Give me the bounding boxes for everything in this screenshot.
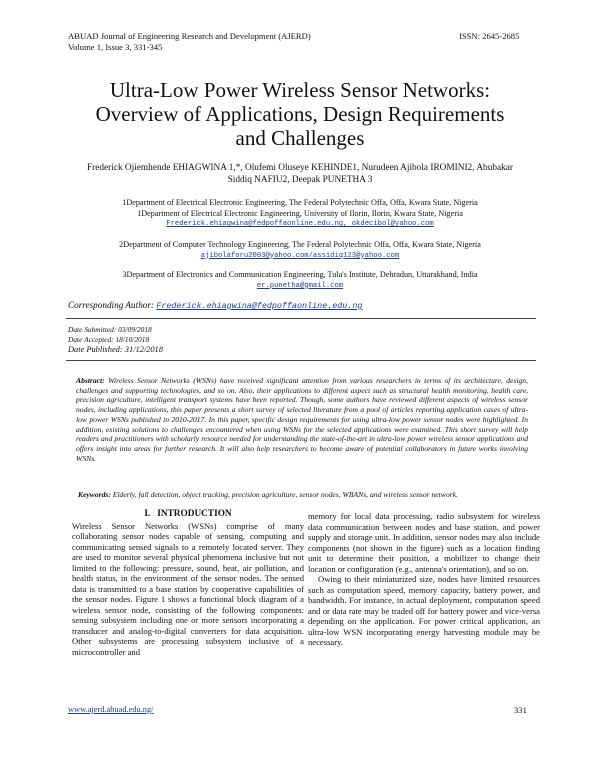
journal-website-link[interactable]: www.ajerd.abuad.edu.ng/ <box>68 705 154 714</box>
corresponding-author-label: Corresponding Author: <box>68 300 155 310</box>
affiliation-2-email[interactable]: ajibolaforu2003@yahoo.com/assidiq123@yahoo.com <box>200 251 400 260</box>
date-accepted: Date Accepted: 18/10/2018 <box>68 335 150 344</box>
column-right <box>308 511 540 648</box>
title-line-1: Ultra-Low Power Wireless Sensor Networks: <box>109 78 491 102</box>
author-list <box>64 162 536 186</box>
abstract-text: Wireless Sensor Networks (WSNs) have received significant attention from various researchers in terms of its architecture, design, challenges and supporting technologies, and so on. Also, their applications to different aspect such as structural health monitoring, health care, precision agriculture, intelligent transport systems have been reported. Though, some authors have reviewed different aspects of wireless sensor nodes, including applications, this paper presents a short survey of selected literature from a pool of articles reporting application cases of ultra-low power WSNs published in 2010-2017. In this paper, specific design requirements for using ultra-low power sensor nodes were highlighted. In addition, existing solutions to challenges encountered when using WSNs for the selected applications were examined. This short survey will help readers and practitioners with scholarly resource needed for understanding the state-of-the-art in ultra-low power wireless sensor applications and offers insight into areas for further research. It will also help researchers to become aware of potential collaborators in future works involving WSNs. <box>76 376 528 463</box>
affiliation-1-email[interactable]: Frederick.ehiagwina@fedpoffaonline.edu.ng, okdecibol@yahoo.com <box>166 220 434 228</box>
title-line-2: Overview of Applications, Design Requirements <box>95 102 505 126</box>
affiliation-3-line-1: 3Department of Electronics and Communication Engineering, Tula's Institute, Dehradun, Uttarakhand, India <box>122 270 478 279</box>
intro-paragraph-1-continued: memory for local data processing, radio subsystem for wireless data communication between nodes and base station, and power supply and storage unit. In addition, sensor nodes may also include components (not shown in the figure) such as a location finding unit to determine their position, a mobilizer to change their location or configuration (e.g., antenna's orientation), and so on. <box>308 511 540 574</box>
intro-paragraph-1: Wireless Sensor Networks (WSNs) comprise of many collaborating sensor nodes capable of sensing, computing and communicating sensed signals to a remotely located server. They are used to monitor several physical phenomena inclusive but not limited to the following: pressure, sound, heat, air pollution, and health status, in the environment of the sensor nodes. The sensed data is transmitted to a base station by cooperative capabilities of the sensor nodes. Figure 1 shows a functional block diagram of a wireless sensor node, consisting of the following components: sensing subsystem including one or more sensors incorporating a transducer and analog-to-digital converters for data acquisition. Other subsystems are processing subsystem inclusive of a microcontroller and <box>72 520 304 657</box>
keywords-text: Elderly, fall detection, object tracking, precision agriculture, sensor nodes, WBANs, and wireless sensor network. <box>112 490 458 499</box>
authors-line-2: Siddiq NAFIU2, Deepak PUNETHA 3 <box>227 175 373 185</box>
page-number: 331 <box>514 705 527 715</box>
affiliation-1 <box>70 198 530 230</box>
corresponding-author-email[interactable]: Frederick.ehiagwina@fedpoffaonline.edu.ng <box>156 301 363 311</box>
date-published: Date Published: 31/12/2018 <box>68 345 163 354</box>
journal-issn: ISSN: 2645-2685 <box>459 31 520 41</box>
affiliation-3 <box>70 270 530 291</box>
affiliation-2 <box>70 240 530 261</box>
paper-title <box>60 78 540 150</box>
corresponding-author <box>68 300 362 311</box>
abstract-label: Abstract: <box>76 376 105 385</box>
abstract <box>76 376 528 463</box>
keywords <box>78 490 458 499</box>
journal-name: ABUAD Journal of Engineering Research and Development (AJERD) <box>68 31 311 41</box>
affiliation-1-line-1: 1Department of Electrical Electronic Engineering, The Federal Polytechnic Offa, Offa, Kwara State, Nigeria <box>122 198 478 207</box>
affiliation-1-line-2: 1Department of Electrical Electronic Engineering, University of Ilorin, Ilorin, Kwara State, Nigeria <box>137 208 463 218</box>
journal-volume: Volume 1, Issue 3, 331-345 <box>68 42 163 52</box>
divider-bottom <box>66 360 536 361</box>
date-submitted: Date Submitted: 03/09/2018 <box>68 325 152 334</box>
affiliation-2-line-1: 2Department of Computer Technology Engineering, The Federal Polytechnic Offa, Offa, Kwara State, Nigeria <box>119 240 481 249</box>
affiliation-3-email[interactable]: er.punetha@gmail.com <box>256 281 344 290</box>
divider-top <box>66 318 536 319</box>
keywords-label: Keywords: <box>78 490 111 499</box>
title-line-3: and Challenges <box>235 126 365 150</box>
intro-paragraph-2: Owing to their miniaturized size, nodes have limited resources such as computation speed, memory capacity, battery power, and bandwidth. For instance, in actual deployment, computation speed and or data rate may be traded off for battery power and vice-versa depending on the application. For power critical application, an ultra-low WSN incorporating energy harvesting module may be necessary. <box>308 574 540 647</box>
section-heading-introduction: I. INTRODUCTION <box>144 509 232 519</box>
authors-line-1: Frederick Ojiemhende EHIAGWINA 1,*, Olufemi Oluseye KEHINDE1, Nurudeen Ajibola IROMINI2, Abubakar <box>86 163 513 173</box>
column-left <box>72 509 304 657</box>
